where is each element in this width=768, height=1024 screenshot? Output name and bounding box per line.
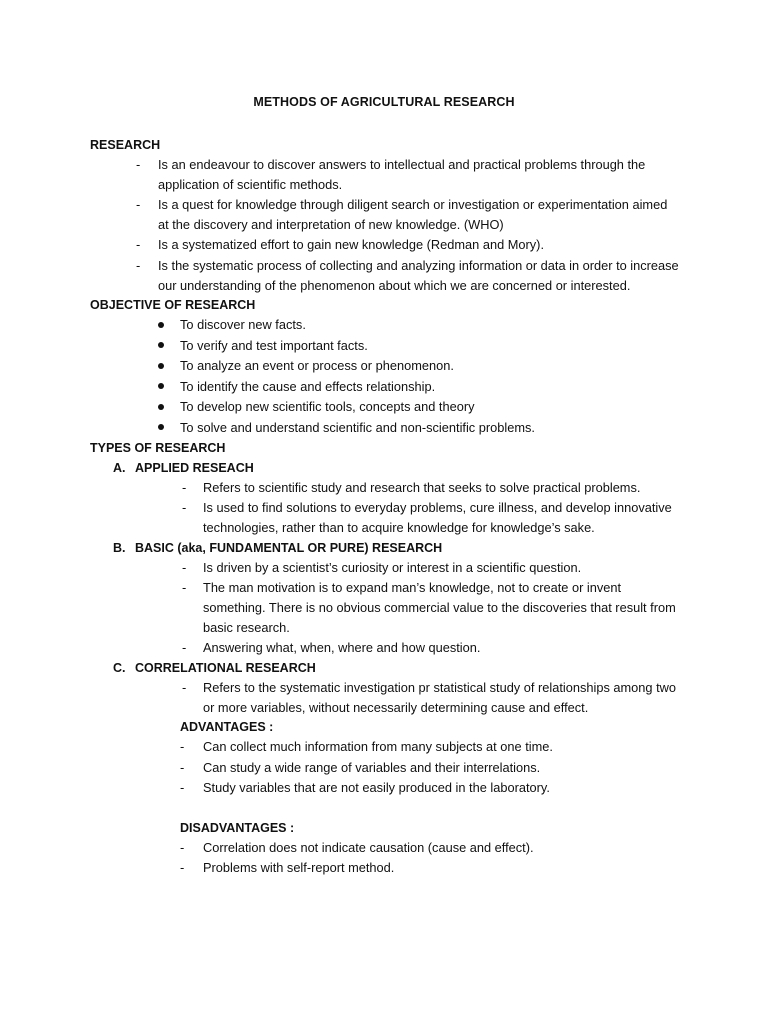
bullet-dot bbox=[158, 322, 164, 328]
bullet-dot bbox=[158, 342, 164, 348]
dash-marker: - bbox=[180, 860, 185, 875]
bullet-dot bbox=[158, 424, 164, 430]
research-item-4-line-2: our understanding of the phenomenon about which we are concerned or interested. bbox=[158, 278, 631, 293]
disadvantages-label: DISADVANTAGES : bbox=[180, 821, 295, 835]
objective-item-3: To analyze an event or process or phenomenon. bbox=[180, 358, 454, 373]
objective-item-1: To discover new facts. bbox=[180, 317, 306, 332]
dash-marker: - bbox=[136, 237, 141, 252]
research-item-1-line-2: application of scientific methods. bbox=[158, 177, 343, 192]
dash-marker: - bbox=[182, 560, 187, 575]
disadvantage-item-1: Correlation does not indicate causation (cause and effect). bbox=[203, 840, 534, 855]
objective-item-4: To identify the cause and effects relationship. bbox=[180, 379, 436, 394]
applied-item-1-line-1: Refers to scientific study and research that seeks to solve practical problems. bbox=[203, 480, 641, 495]
dash-marker: - bbox=[136, 197, 141, 212]
research-item-1-line-1: Is an endeavour to discover answers to intellectual and practical problems through the bbox=[158, 157, 646, 172]
dash-marker: - bbox=[182, 480, 187, 495]
objective-item-2: To verify and test important facts. bbox=[180, 338, 368, 353]
page-title: METHODS OF AGRICULTURAL RESEARCH bbox=[253, 95, 515, 109]
dash-marker: - bbox=[136, 258, 141, 273]
basic-item-1-line-1: Is driven by a scientist’s curiosity or interest in a scientific question. bbox=[203, 560, 582, 575]
objective-item-6: To solve and understand scientific and non-scientific problems. bbox=[180, 420, 535, 435]
bullet-dot bbox=[158, 404, 164, 410]
dash-marker: - bbox=[180, 840, 185, 855]
applied-title: APPLIED RESEACH bbox=[135, 461, 254, 475]
correlational-item-1-line-1: Refers to the systematic investigation pr statistical study of relationships among two bbox=[203, 680, 676, 695]
advantage-item-3: Study variables that are not easily produced in the laboratory. bbox=[203, 780, 550, 795]
disadvantage-item-2: Problems with self-report method. bbox=[203, 860, 395, 875]
dash-marker: - bbox=[180, 780, 185, 795]
advantage-item-1: Can collect much information from many subjects at one time. bbox=[203, 739, 553, 754]
research-item-2-line-2: at the discovery and interpretation of new knowledge. (WHO) bbox=[158, 217, 504, 232]
dash-marker: - bbox=[180, 739, 185, 754]
basic-item-2-line-1: The man motivation is to expand man’s knowledge, not to create or invent bbox=[203, 580, 622, 595]
dash-marker: - bbox=[182, 680, 187, 695]
applied-item-2-line-1: Is used to find solutions to everyday problems, cure illness, and develop innovative bbox=[203, 500, 672, 515]
basic-item-2-line-2: something. There is no obvious commercial value to the discoveries that result from bbox=[203, 600, 676, 615]
correlational-letter: C. bbox=[113, 661, 126, 675]
objective-heading: OBJECTIVE OF RESEARCH bbox=[90, 298, 256, 312]
applied-item-2-line-2: technologies, rather than to acquire knowledge for knowledge’s sake. bbox=[203, 520, 595, 535]
dash-marker: - bbox=[182, 500, 187, 515]
correlational-item-1-line-2: or more variables, without necessarily determining cause and effect. bbox=[203, 700, 589, 715]
research-item-3-line-1: Is a systematized effort to gain new knowledge (Redman and Mory). bbox=[158, 237, 544, 252]
basic-letter: B. bbox=[113, 541, 126, 555]
dash-marker: - bbox=[182, 580, 187, 595]
basic-item-2-line-3: basic research. bbox=[203, 620, 290, 635]
applied-letter: A. bbox=[113, 461, 126, 475]
basic-title: BASIC (aka, FUNDAMENTAL OR PURE) RESEARCH bbox=[135, 541, 443, 555]
research-item-4-line-1: Is the systematic process of collecting and analyzing information or data in order to increase bbox=[158, 258, 679, 273]
dash-marker: - bbox=[180, 760, 185, 775]
bullet-dot bbox=[158, 363, 164, 369]
advantages-label: ADVANTAGES : bbox=[180, 720, 274, 734]
correlational-title: CORRELATIONAL RESEARCH bbox=[135, 661, 316, 675]
research-item-2-line-1: Is a quest for knowledge through diligent search or investigation or experimentation aimed bbox=[158, 197, 668, 212]
objective-item-5: To develop new scientific tools, concepts and theory bbox=[180, 399, 475, 414]
research-heading: RESEARCH bbox=[90, 138, 161, 152]
dash-marker: - bbox=[182, 640, 187, 655]
basic-item-3-line-1: Answering what, when, where and how question. bbox=[203, 640, 481, 655]
bullet-dot bbox=[158, 383, 164, 389]
dash-marker: - bbox=[136, 157, 141, 172]
advantage-item-2: Can study a wide range of variables and their interrelations. bbox=[203, 760, 541, 775]
types-heading: TYPES OF RESEARCH bbox=[90, 441, 226, 455]
